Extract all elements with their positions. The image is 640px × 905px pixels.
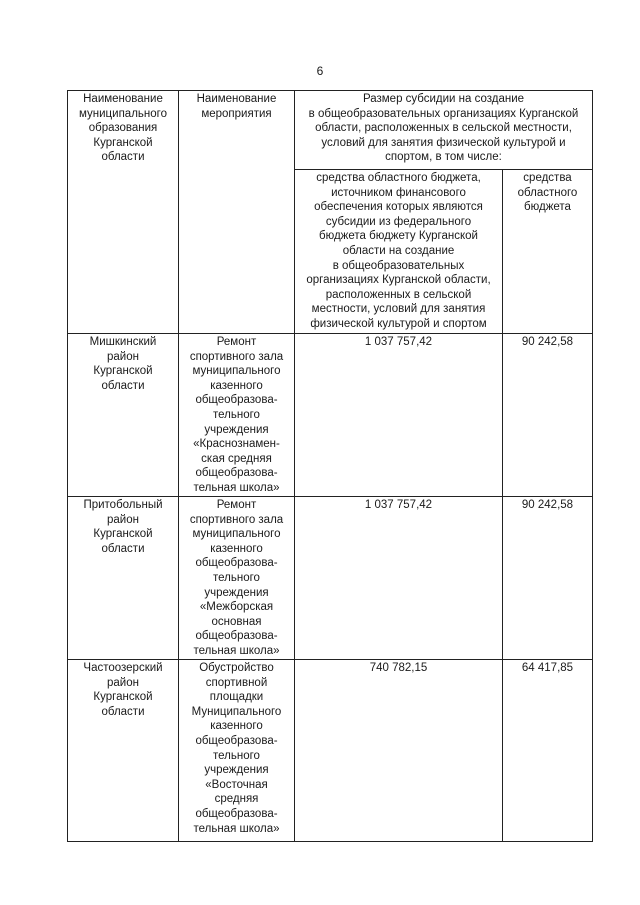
row-event: Ремонт спортивного зала муниципального казенного общеобразова- тельного учреждения «Межборская основная общеобразова- тельная школа» — [179, 497, 295, 660]
table-row — [68, 334, 593, 497]
row-federal-funds: 1 037 757,42 — [295, 334, 503, 497]
row-municipality: Притобольный район Курганской области — [68, 497, 179, 660]
row-event: Ремонт спортивного зала муниципального казенного общеобразова- тельного учреждения «Краснознамен- ская средняя общеобразова- тельная школа» — [179, 334, 295, 497]
header-row-top — [68, 91, 593, 170]
row-municipality: Частоозерский район Курганской области — [68, 660, 179, 842]
row-federal-funds: 1 037 757,42 — [295, 497, 503, 660]
table-row — [68, 660, 593, 842]
header-municipality: Наименование муниципального образования Курганской области — [68, 91, 179, 334]
table-row — [68, 497, 593, 660]
header-subsidy-regional: средства областного бюджета — [503, 170, 593, 334]
header-subsidy-total: Размер субсидии на создание в общеобразовательных организациях Курганской области, расположенных в сельской местности, условий для занятия физической культурой и спортом, в том числе: — [295, 91, 593, 170]
page-number: 6 — [316, 64, 324, 78]
row-regional-funds: 90 242,58 — [503, 497, 593, 660]
header-event: Наименование мероприятия — [179, 91, 295, 334]
row-regional-funds: 90 242,58 — [503, 334, 593, 497]
row-event: Обустройство спортивной площадки Муниципального казенного общеобразова- тельного учреждения «Восточная средняя общеобразова- тельная школа» — [179, 660, 295, 842]
row-regional-funds: 64 417,85 — [503, 660, 593, 842]
subsidy-table — [67, 90, 593, 842]
header-subsidy-federal: средства областного бюджета, источником финансового обеспечения которых являются субсидии из федерального бюджета бюджету Курганской области на создание в общеобразовательных организациях Курганской области, расположенных в сельской местности, условий для занятия физической культурой и спортом — [295, 170, 503, 334]
row-federal-funds: 740 782,15 — [295, 660, 503, 842]
row-municipality: Мишкинский район Курганской области — [68, 334, 179, 497]
